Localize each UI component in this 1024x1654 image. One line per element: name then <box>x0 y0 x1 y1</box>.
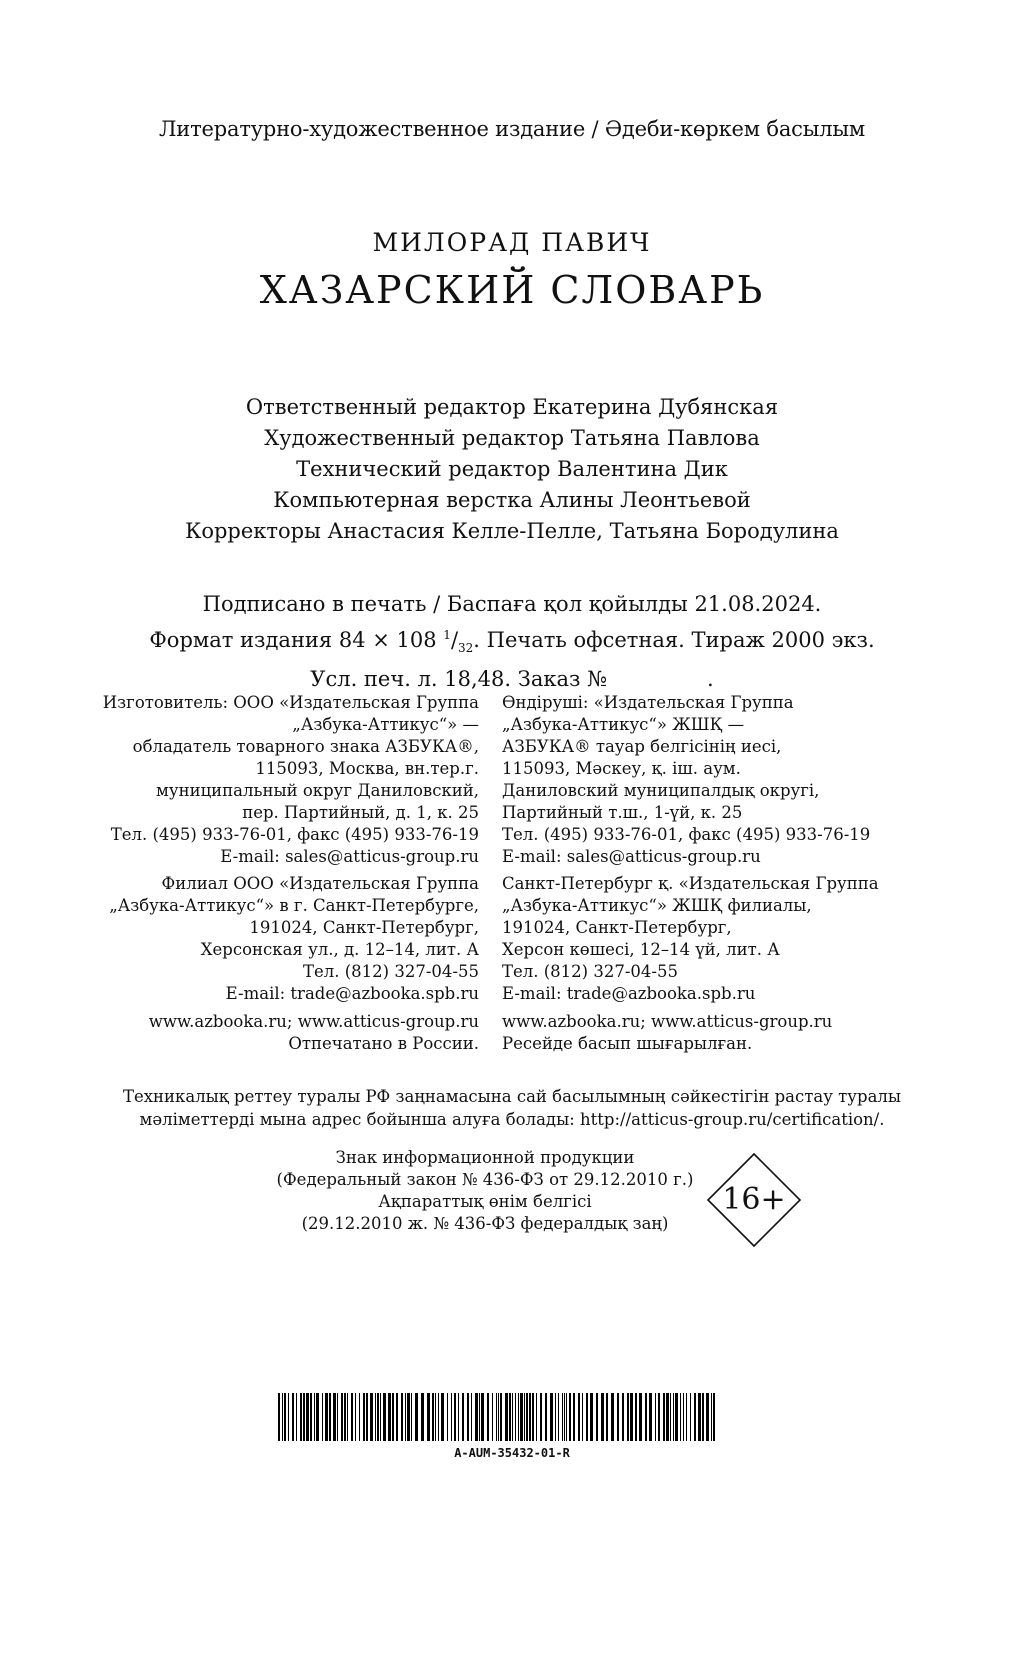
website-line: www.azbooka.ru; www.atticus-group.ru <box>148 1012 479 1031</box>
printed-line: Отпечатано в России. <box>288 1034 479 1053</box>
branch-ru <box>109 873 479 1005</box>
footer-ru <box>149 1011 479 1055</box>
website-line: www.azbooka.ru; www.atticus-group.ru <box>502 1012 833 1031</box>
barcode <box>278 1393 718 1441</box>
address-line: 191024, Санкт-Петербург, <box>502 918 732 937</box>
credits-block <box>0 392 1024 547</box>
address-line: Херсонская ул., д. 12–14, лит. А <box>200 940 479 959</box>
address-line: Партийный т.ш., 1-үй, к. 25 <box>502 803 743 822</box>
series-line: Литературно-художественное издание / Әдеби-көркем басылым <box>158 117 866 141</box>
address-line: 191024, Санкт-Петербург, <box>249 918 479 937</box>
address-line: Изготовитель: ООО «Издательская Группа <box>102 693 479 712</box>
address-line: Даниловский муниципалдық округі, <box>502 781 820 800</box>
address-line: 115093, Москва, вн.тер.г. <box>255 759 479 778</box>
address-line: Өндіруші: «Издательская Группа <box>502 693 794 712</box>
address-line: пер. Партийный, д. 1, к. 25 <box>242 803 479 822</box>
format-prefix: Формат издания 84 × 108 <box>149 628 444 652</box>
address-line: E-mail: trade@azbooka.spb.ru <box>502 984 756 1003</box>
info-sign <box>230 1147 740 1235</box>
address-line: 115093, Мәскеу, қ. іш. аум. <box>502 759 741 778</box>
footer-kz <box>502 1011 832 1055</box>
address-line: Тел. (812) 327-04-55 <box>502 962 678 981</box>
info-sign-line: Ақпараттық өнім белгісі <box>378 1192 592 1211</box>
signed-line: Подписано в печать / Баспаға қол қойылды 21.08.2024. <box>202 592 822 616</box>
credit-line: Корректоры Анастасия Келле-Пелле, Татьяна Бородулина <box>185 519 839 543</box>
barcode-label: A-AUM-35432-01-R <box>454 1446 570 1460</box>
printed-line: Ресейде басып шығарылған. <box>502 1034 753 1053</box>
address-line: „Азбука-Аттикус“» в г. Санкт-Петербурге, <box>109 896 479 915</box>
address-line: Филиал ООО «Издательская Группа <box>161 874 479 893</box>
book-title: ХАЗАРСКИЙ СЛОВАРЬ <box>259 268 765 312</box>
credit-line: Технический редактор Валентина Дик <box>296 457 728 481</box>
tech-regulation <box>0 1085 1024 1131</box>
info-sign-line: (Федеральный закон № 436-ФЗ от 29.12.2010 г.) <box>276 1170 694 1189</box>
address-line: АЗБУКА® тауар белгісінің иесі, <box>502 737 782 756</box>
credit-line: Ответственный редактор Екатерина Дубянская <box>245 395 779 419</box>
sheets-text: Усл. печ. л. 18,48. Заказ № <box>310 667 607 692</box>
format-denominator: 32 <box>458 641 474 656</box>
format-suffix: . Печать офсетная. Тираж 2000 экз. <box>473 628 875 652</box>
publishing-block <box>0 589 1024 695</box>
manufacturer-kz <box>502 692 870 868</box>
address-line: E-mail: sales@atticus-group.ru <box>502 847 761 866</box>
sheets-end: . <box>707 667 714 692</box>
address-line: Тел. (812) 327-04-55 <box>303 962 479 981</box>
address-line: Тел. (495) 933-76-01, факс (495) 933-76-19 <box>502 825 871 844</box>
address-line: Херсон көшесі, 12–14 үй, лит. А <box>502 940 780 959</box>
address-line: муниципальный округ Даниловский, <box>156 781 479 800</box>
tech-line: мәліметтерді мына адрес бойынша алуға болады: http://atticus-group.ru/certification/. <box>139 1110 885 1129</box>
address-line: Санкт-Петербург қ. «Издательская Группа <box>502 874 879 893</box>
info-sign-line: Знак информационной продукции <box>335 1148 635 1167</box>
credit-line: Компьютерная верстка Алины Леонтьевой <box>273 488 751 512</box>
address-line: E-mail: trade@azbooka.spb.ru <box>225 984 479 1003</box>
manufacturer-ru <box>103 692 479 868</box>
author-name: МИЛОРАД ПАВИЧ <box>372 228 652 257</box>
address-line: обладатель товарного знака АЗБУКА®, <box>132 737 479 756</box>
age-rating: 16+ <box>722 1182 786 1217</box>
address-line: „Азбука-Аттикус“» ЖШҚ филиалы, <box>502 896 812 915</box>
credit-line: Художественный редактор Татьяна Павлова <box>264 426 760 450</box>
format-numerator: 1 <box>443 628 451 642</box>
age-rating-badge <box>706 1152 802 1248</box>
info-sign-line: (29.12.2010 ж. № 436-ФЗ федералдық заң) <box>301 1214 669 1233</box>
address-line: Тел. (495) 933-76-01, факс (495) 933-76-19 <box>110 825 479 844</box>
branch-kz <box>502 873 879 1005</box>
address-line: „Азбука-Аттикус“» ЖШҚ — <box>502 715 745 734</box>
format-line: Формат издания 84 × 108 $^1/_{32}$. Печать офсетная. Тираж 2000 экз. <box>149 628 875 656</box>
sheets-line <box>0 664 1024 695</box>
address-line: E-mail: sales@atticus-group.ru <box>220 847 479 866</box>
address-line: „Азбука-Аттикус“» — <box>292 715 479 734</box>
tech-line: Техникалық реттеу туралы РФ заңнамасына сай басылымның сәйкестігін растау туралы <box>122 1087 902 1106</box>
